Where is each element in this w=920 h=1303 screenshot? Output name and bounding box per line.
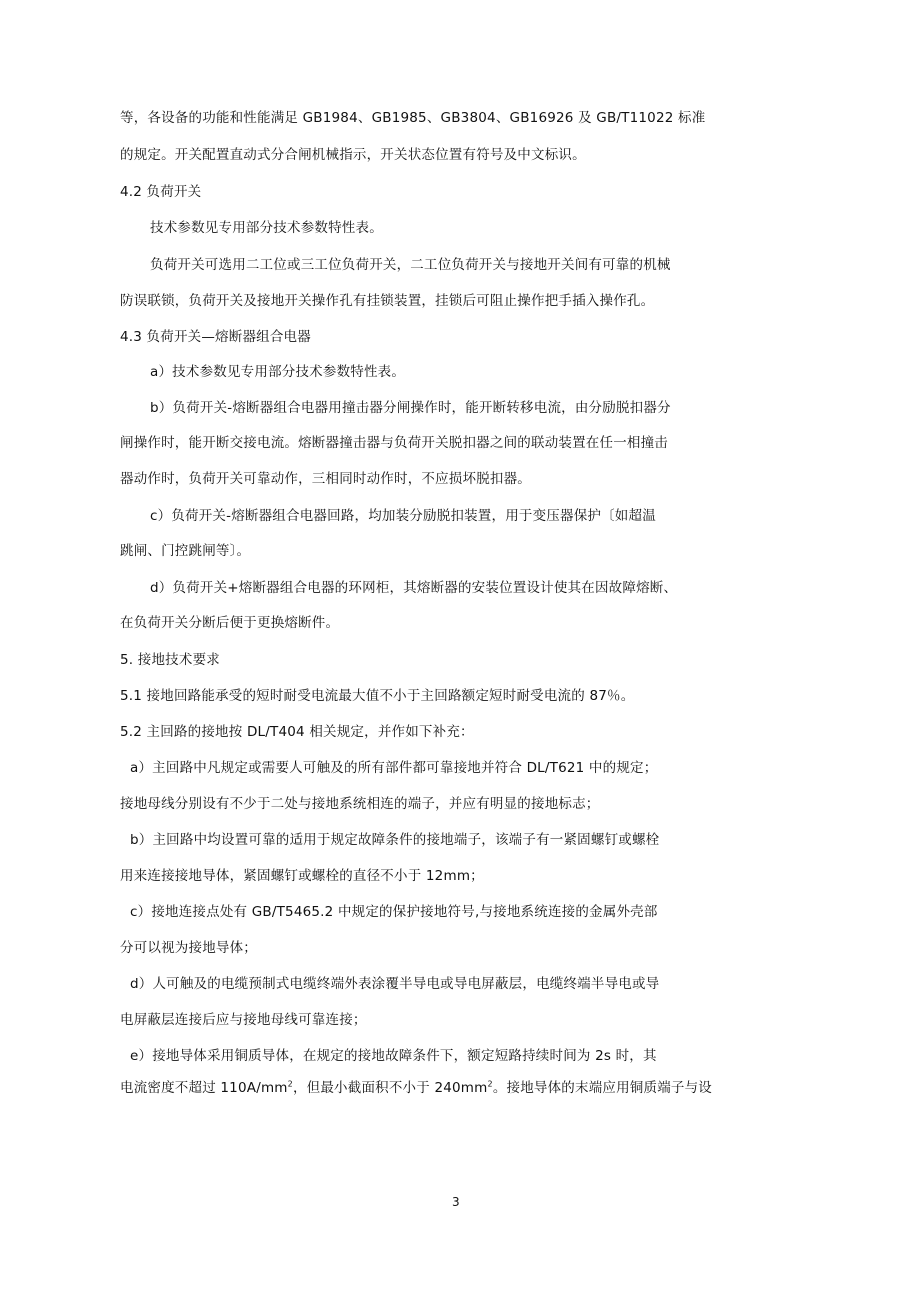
text-line: a）主回路中凡规定或需要人可触及的所有部件都可靠接地并符合 DL/T621 中的规定；: [130, 760, 658, 776]
text-line: 在负荷开关分断后便于更换熔断件。: [120, 615, 340, 631]
section-heading: 4.3 负荷开关—熔断器组合电器: [120, 329, 311, 345]
text-line: 接地母线分别设有不少于二处与接地系统相连的端子，并应有明显的接地标志；: [120, 796, 600, 812]
text-line: b）主回路中均设置可靠的适用于规定故障条件的接地端子，该端子有一紧固螺钉或螺栓: [130, 832, 660, 848]
text-line: 5.1 接地回路能承受的短时耐受电流最大值不小于主回路额定短时耐受电流的 87％。: [120, 688, 635, 704]
text-line: 闸操作时，能开断交接电流。熔断器撞击器与负荷开关脱扣器之间的联动装置在任一相撞击: [120, 435, 668, 451]
text-line: e）接地导体采用铜质导体，在规定的接地故障条件下，额定短路持续时间为 2s 时，其: [130, 1048, 657, 1064]
text-line: 负荷开关可选用二工位或三工位负荷开关，二工位负荷开关与接地开关间有可靠的机械: [150, 257, 671, 273]
text-line: 的规定。开关配置直动式分合闸机械指示，开关状态位置有符号及中文标识。: [120, 147, 586, 163]
text-line: c）接地连接点处有 GB/T5465.2 中规定的保护接地符号,与接地系统连接的金属外壳部: [130, 904, 658, 920]
text-fragment: 。接地导体的末端应用铜质端子与设: [492, 1080, 713, 1096]
text-line: 跳闸、门控跳闸等〕。: [120, 543, 251, 559]
superscript: 2: [487, 1079, 493, 1089]
text-line: d）负荷开关+熔断器组合电器的环网柜，其熔断器的安装位置设计使其在因故障熔断、: [150, 580, 678, 596]
text-line: d）人可触及的电缆预制式电缆终端外表涂覆半导电或导电屏蔽层，电缆终端半导电或导: [130, 976, 660, 992]
text-line: 用来连接接地导体，紧固螺钉或螺栓的直径不小于 12mm；: [120, 868, 484, 884]
text-line: [120, 1078, 712, 1098]
text-line: 防误联锁，负荷开关及接地开关操作孔有挂锁装置，挂锁后可阻止操作把手插入操作孔。: [120, 293, 655, 309]
text-line: a）技术参数见专用部分技术参数特性表。: [150, 364, 406, 380]
text-fragment: ，但最小截面积不小于 240mm: [292, 1080, 488, 1096]
text-fragment: 电流密度不超过 110A/mm: [120, 1080, 288, 1096]
text-line: 分可以视为接地导体；: [120, 940, 257, 956]
text-line: 电屏蔽层连接后应与接地母线可靠连接；: [120, 1012, 367, 1028]
text-line: b）负荷开关-熔断器组合电器用撞击器分闸操作时，能开断转移电流，由分励脱扣器分: [150, 400, 671, 416]
text-line: 技术参数见专用部分技术参数特性表。: [150, 220, 383, 236]
section-heading: 5. 接地技术要求: [120, 652, 220, 668]
text-line: 等，各设备的功能和性能满足 GB1984、GB1985、GB3804、GB16926 及 GB/T11022 标准: [120, 110, 706, 126]
text-line: 5.2 主回路的接地按 DL/T404 相关规定，并作如下补充：: [120, 724, 474, 740]
section-heading: 4.2 负荷开关: [120, 184, 202, 200]
superscript: 2: [287, 1079, 293, 1089]
page-number: 3: [452, 1195, 460, 1209]
text-line: 器动作时，负荷开关可靠动作，三相同时动作时，不应损坏脱扣器。: [120, 471, 531, 487]
text-line: c）负荷开关-熔断器组合电器回路，均加装分励脱扣装置，用于变压器保护〔如超温: [150, 508, 656, 524]
